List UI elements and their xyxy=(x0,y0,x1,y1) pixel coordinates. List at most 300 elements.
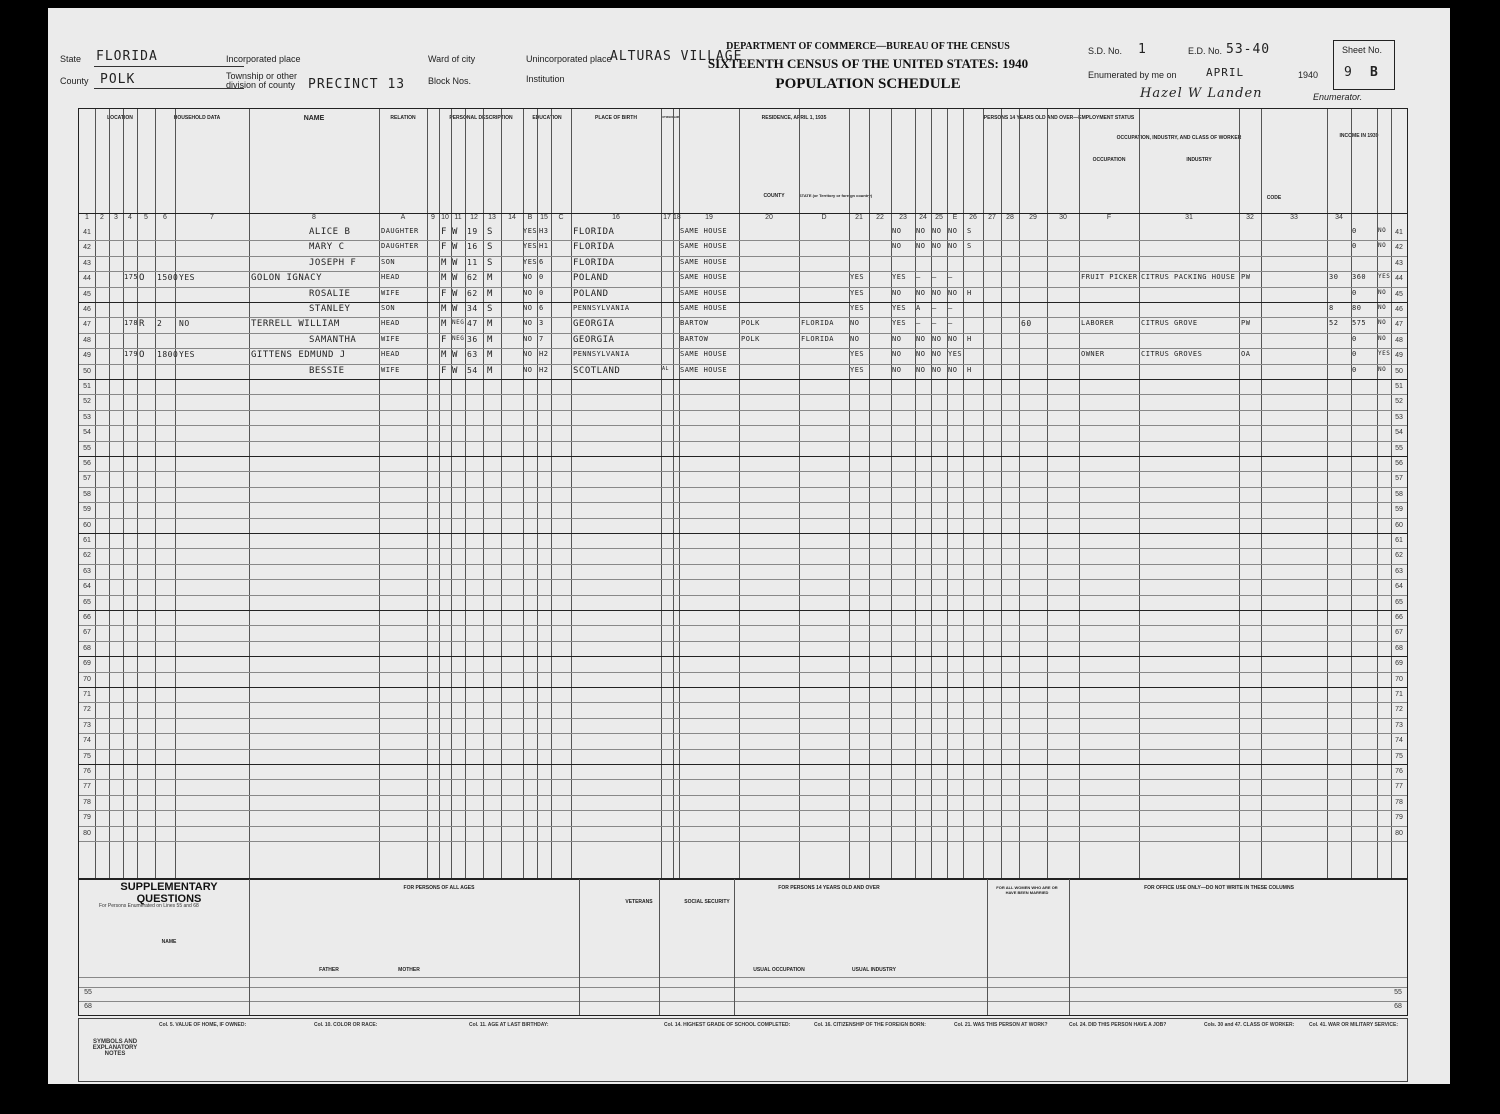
column-number: 13 xyxy=(488,214,496,221)
line-number: 72 xyxy=(83,706,91,714)
column-number: 7 xyxy=(210,214,214,221)
line-number-right: 77 xyxy=(1395,783,1403,791)
cell-age: 11 xyxy=(467,257,478,267)
row-line xyxy=(79,441,1407,442)
cell-other-income: NO xyxy=(1378,304,1387,311)
cell-col23: — xyxy=(932,273,937,282)
row-line xyxy=(79,240,1407,241)
cell-residence: SAME HOUSE xyxy=(680,227,728,235)
cell-residence: SAME HOUSE xyxy=(680,288,728,297)
note-at-work: Col. 21. WAS THIS PERSON AT WORK? xyxy=(954,1022,1048,1028)
line-number-right: 58 xyxy=(1395,490,1403,498)
line-number-right: 59 xyxy=(1395,506,1403,514)
cell-wages: 360 xyxy=(1352,273,1367,282)
cell-relation: DAUGHTER xyxy=(381,242,419,251)
cell-wages: 0 xyxy=(1352,334,1357,343)
note-military: Col. 41. WAR OR MILITARY SERVICE: xyxy=(1309,1022,1398,1028)
column-number: 27 xyxy=(988,214,996,221)
cell-farm: YES xyxy=(179,350,195,360)
cell-col24: YES xyxy=(948,350,963,359)
line-number-right: 78 xyxy=(1395,798,1403,806)
enumerated-label: Enumerated by me on xyxy=(1088,70,1177,80)
cell-race: W xyxy=(452,304,458,314)
cell-col21: YES xyxy=(892,273,907,282)
row-line xyxy=(79,456,1407,457)
line-number: 77 xyxy=(83,783,91,791)
cell-residence: SAME HOUSE xyxy=(680,304,728,312)
cell-owned-rented: R xyxy=(139,319,145,330)
line-number-right: 41 xyxy=(1395,229,1403,236)
cell-age: 62 xyxy=(467,288,478,298)
line-number-right: 49 xyxy=(1395,352,1403,360)
cell-res-farm: YES xyxy=(850,273,865,282)
line-number: 75 xyxy=(83,752,91,760)
line-number-right: 68 xyxy=(1395,644,1403,652)
cell-res-farm: YES xyxy=(850,350,865,359)
col-state: STATE (or Territory or foreign country) xyxy=(799,193,873,198)
cell-marital: M xyxy=(487,319,493,330)
supplementary-section xyxy=(78,878,1408,1016)
cell-birthplace: SCOTLAND xyxy=(573,365,621,376)
cell-class: OA xyxy=(1241,350,1251,359)
column-number: 20 xyxy=(765,214,773,221)
state-label: State xyxy=(60,54,82,64)
cell-col23: NO xyxy=(932,242,942,251)
ward-label: Ward of city xyxy=(428,54,476,64)
cell-birthplace: FLORIDA xyxy=(573,227,615,237)
line-number: 55 xyxy=(83,444,91,452)
cell-residence: BARTOW xyxy=(680,334,709,343)
line-number-right: 72 xyxy=(1395,706,1403,714)
county-label: County xyxy=(60,76,89,86)
line-number-right: 54 xyxy=(1395,429,1403,437)
column-number: C xyxy=(558,214,564,221)
cell-col25: H xyxy=(967,365,972,374)
supp-rule-1 xyxy=(79,977,1407,978)
line-number: 48 xyxy=(83,336,91,344)
col-county: COUNTY xyxy=(763,193,785,199)
column-number: 22 xyxy=(876,214,884,221)
col-industry: INDUSTRY xyxy=(1186,157,1212,163)
row-line xyxy=(79,317,1407,318)
row-line xyxy=(79,672,1407,673)
line-number-right: 62 xyxy=(1395,552,1403,560)
line-number: 65 xyxy=(83,598,91,606)
line-number-right: 74 xyxy=(1395,737,1403,745)
cell-res-farm: NO xyxy=(850,319,860,328)
line-number-right: 56 xyxy=(1395,460,1403,467)
cell-sex: M xyxy=(441,257,447,268)
line-number: 67 xyxy=(83,629,91,637)
line-number: 68 xyxy=(83,644,91,652)
line-number: 61 xyxy=(83,537,91,544)
column-number: 29 xyxy=(1029,214,1037,221)
ed-label: E.D. No. xyxy=(1188,46,1223,56)
line-number: 45 xyxy=(83,290,91,298)
supp-vline-6 xyxy=(1069,879,1070,1015)
line-number: 53 xyxy=(83,413,91,421)
cell-home-value: 1800 xyxy=(157,350,179,360)
cell-wages: 0 xyxy=(1352,365,1357,374)
cell-relation: HEAD xyxy=(381,273,400,282)
supp-vline-4 xyxy=(734,879,735,1015)
cell-residence: SAME HOUSE xyxy=(680,242,728,251)
cell-col23: NO xyxy=(932,334,942,343)
section-household: HOUSEHOLD DATA xyxy=(173,115,221,121)
row-line xyxy=(79,518,1407,519)
row-line xyxy=(79,841,1407,842)
cell-grade: H2 xyxy=(539,350,549,359)
line-number-right: 76 xyxy=(1395,768,1403,775)
cell-weeks: 60 xyxy=(1021,319,1032,329)
county-value: POLK xyxy=(100,72,136,87)
cell-birthplace: FLORIDA xyxy=(573,257,615,268)
cell-name: TERRELL WILLIAM xyxy=(251,319,340,330)
cell-age: 16 xyxy=(467,242,478,252)
cell-other-income: YES xyxy=(1378,350,1391,358)
cell-occupation: OWNER xyxy=(1081,350,1105,359)
column-number: 32 xyxy=(1246,214,1254,221)
row-line xyxy=(79,533,1407,534)
cell-sex: F xyxy=(441,242,447,253)
cell-col22: NO xyxy=(916,288,926,297)
cell-col22: NO xyxy=(916,334,926,343)
row-line xyxy=(79,287,1407,288)
schedule-title: POPULATION SCHEDULE xyxy=(775,76,961,92)
cell-school: YES xyxy=(523,227,538,235)
population-schedule-grid xyxy=(78,108,1408,880)
cell-relation: SON xyxy=(381,257,396,266)
section-personal: PERSONAL DESCRIPTION xyxy=(449,115,513,121)
line-number-right: 61 xyxy=(1395,537,1403,544)
row-line xyxy=(79,826,1407,827)
line-number-right: 55 xyxy=(1395,444,1403,452)
sheet-side: B xyxy=(1370,65,1379,80)
line-number-right: 80 xyxy=(1395,829,1403,837)
cell-wages: 80 xyxy=(1352,304,1362,312)
cell-col21: YES xyxy=(892,319,907,328)
cell-residence: SAME HOUSE xyxy=(680,273,728,282)
cell-race: W xyxy=(452,227,458,237)
cell-relation: SON xyxy=(381,304,396,312)
cell-industry: CITRUS GROVE xyxy=(1141,319,1198,328)
cell-other-income: NO xyxy=(1378,365,1387,373)
supp-women: FOR ALL WOMEN WHO ARE OR HAVE BEEN MARRIED xyxy=(996,885,1058,895)
cell-school: NO xyxy=(523,365,533,374)
row-line xyxy=(79,656,1407,657)
row-line xyxy=(79,764,1407,765)
supp-rule-3 xyxy=(79,1001,1407,1002)
row-line xyxy=(79,364,1407,365)
line-number-right: 66 xyxy=(1395,614,1403,621)
row-line xyxy=(79,641,1407,642)
row-line xyxy=(79,302,1407,303)
cell-marital: S xyxy=(487,227,493,237)
cell-col24: NO xyxy=(948,334,958,343)
note-age: Col. 11. AGE AT LAST BIRTHDAY: xyxy=(469,1022,549,1028)
line-number: 50 xyxy=(83,367,91,375)
line-number: 43 xyxy=(83,259,91,267)
supp-line-68-right: 68 xyxy=(1394,1003,1402,1010)
year: 1940 xyxy=(1298,70,1319,80)
cell-residence: SAME HOUSE xyxy=(680,365,728,374)
supp-all-ages: FOR PERSONS OF ALL AGES xyxy=(403,885,475,891)
cell-relation: WIFE xyxy=(381,365,400,374)
line-number-right: 73 xyxy=(1395,721,1403,729)
state-underline xyxy=(94,66,244,67)
cell-age: 62 xyxy=(467,273,478,283)
cell-other-income: NO xyxy=(1378,288,1387,296)
cell-citizenship: AL xyxy=(662,365,670,372)
line-number-right: 69 xyxy=(1395,660,1403,668)
cell-residence: SAME HOUSE xyxy=(680,350,728,359)
cell-class: PW xyxy=(1241,319,1251,328)
cell-birthplace: PENNSYLVANIA xyxy=(573,350,630,359)
cell-res-county: POLK xyxy=(741,319,760,328)
supplementary-title: SUPPLEMENTARY QUESTIONS xyxy=(120,881,218,905)
cell-race: W xyxy=(452,273,458,284)
note-job: Col. 24. DID THIS PERSON HAVE A JOB? xyxy=(1069,1022,1167,1028)
column-number: 19 xyxy=(705,214,713,221)
row-line xyxy=(79,256,1407,257)
cell-col21: NO xyxy=(892,350,902,359)
cell-relation: WIFE xyxy=(381,334,400,343)
cell-col22: — xyxy=(916,273,921,282)
supp-father: FATHER xyxy=(319,967,339,973)
cell-birthplace: POLAND xyxy=(573,288,609,299)
cell-school: NO xyxy=(523,350,533,359)
cell-col24: NO xyxy=(948,242,958,251)
cell-other-income: NO xyxy=(1378,242,1387,250)
line-number-right: 51 xyxy=(1395,383,1403,390)
column-number: 16 xyxy=(612,214,620,221)
cell-school: YES xyxy=(523,242,538,251)
cell-grade: 0 xyxy=(539,273,544,282)
cell-age: 54 xyxy=(467,365,478,375)
line-number: 41 xyxy=(83,229,91,236)
supp-name-col: NAME xyxy=(161,939,177,945)
row-line xyxy=(79,718,1407,719)
cell-sex: M xyxy=(441,319,447,330)
cell-col21: NO xyxy=(892,227,902,235)
section-location: LOCATION xyxy=(107,115,133,121)
cell-grade: 7 xyxy=(539,334,544,343)
line-number: 66 xyxy=(83,614,91,621)
cell-col22: NO xyxy=(916,365,926,374)
cell-relation: HEAD xyxy=(381,319,400,328)
census-sheet xyxy=(48,8,1450,1084)
cell-grade: H3 xyxy=(539,227,549,235)
row-line xyxy=(79,595,1407,596)
line-number: 49 xyxy=(83,352,91,360)
column-number: 31 xyxy=(1185,214,1193,221)
line-number: 47 xyxy=(83,321,91,329)
supp-usual-occ: USUAL OCCUPATION xyxy=(753,967,805,973)
line-number-right: 46 xyxy=(1395,306,1403,313)
column-number: D xyxy=(821,214,827,221)
cell-other-income: YES xyxy=(1378,273,1391,281)
line-number-right: 79 xyxy=(1395,814,1403,822)
supp-vline-5 xyxy=(987,879,988,1015)
supp-veterans: VETERANS xyxy=(625,899,653,905)
cell-sex: F xyxy=(441,227,447,237)
explanatory-notes xyxy=(78,1018,1408,1082)
supp-office: FOR OFFICE USE ONLY—DO NOT WRITE IN THESE COLUMNS xyxy=(1144,885,1294,891)
cell-age: 47 xyxy=(467,319,478,329)
row-line xyxy=(79,271,1407,272)
census-title: SIXTEENTH CENSUS OF THE UNITED STATES: 1940 xyxy=(707,56,1029,71)
cell-school: YES xyxy=(523,257,538,266)
cell-school: NO xyxy=(523,319,533,328)
cell-col24: — xyxy=(948,319,953,328)
block-label: Block Nos. xyxy=(428,76,472,86)
cell-farm: NO xyxy=(179,319,190,329)
supp-line-55-right: 55 xyxy=(1394,989,1402,996)
cell-col22: NO xyxy=(916,227,926,235)
row-line xyxy=(79,487,1407,488)
cell-relation: DAUGHTER xyxy=(381,227,419,235)
cell-col24: — xyxy=(948,304,953,312)
supp-over14: FOR PERSONS 14 YEARS OLD AND OVER xyxy=(778,885,880,891)
cell-grade: 0 xyxy=(539,288,544,297)
cell-residence: BARTOW xyxy=(680,319,709,328)
line-number-right: 48 xyxy=(1395,336,1403,344)
cell-race: NEG xyxy=(452,319,465,327)
line-number: 78 xyxy=(83,798,91,806)
line-number: 70 xyxy=(83,675,91,683)
row-line xyxy=(79,779,1407,780)
cell-weeks-worked: 52 xyxy=(1329,319,1339,328)
cell-household-number: 179 xyxy=(124,350,139,359)
cell-name: GOLON IGNACY xyxy=(251,273,323,284)
column-number: 2 xyxy=(100,214,104,221)
cell-other-income: NO xyxy=(1378,227,1387,234)
column-number: 21 xyxy=(855,214,863,221)
cell-sex: F xyxy=(441,365,447,376)
cell-col22: NO xyxy=(916,350,926,359)
column-number: E xyxy=(952,214,958,221)
cell-birthplace: FLORIDA xyxy=(573,242,615,253)
cell-col24: NO xyxy=(948,365,958,374)
cell-sex: F xyxy=(441,334,447,345)
line-number: 73 xyxy=(83,721,91,729)
supp-vline-3 xyxy=(659,879,660,1015)
institution-label: Institution xyxy=(526,74,565,84)
line-number: 51 xyxy=(83,383,91,390)
enumerator-label: Enumerator. xyxy=(1313,92,1363,102)
cell-col23: NO xyxy=(932,365,942,374)
line-number: 79 xyxy=(83,814,91,822)
column-number: 12 xyxy=(470,214,478,221)
row-line xyxy=(79,733,1407,734)
column-number: 18 xyxy=(673,214,681,221)
cell-school: NO xyxy=(523,304,533,312)
line-number: 52 xyxy=(83,398,91,406)
cell-other-income: NO xyxy=(1378,334,1387,342)
cell-marital: M xyxy=(487,365,493,376)
supplementary-subtitle: For Persons Enumerated on Lines 55 and 68 xyxy=(99,903,199,909)
cell-res-farm: YES xyxy=(850,304,865,312)
line-number: 62 xyxy=(83,552,91,560)
cell-sex: M xyxy=(441,350,447,361)
line-number: 46 xyxy=(83,306,91,313)
cell-school: NO xyxy=(523,334,533,343)
cell-name: SAMANTHA xyxy=(309,334,357,345)
cell-marital: M xyxy=(487,334,493,345)
row-line xyxy=(79,379,1407,380)
cell-col21: YES xyxy=(892,304,907,312)
cell-col23: NO xyxy=(932,288,942,297)
supp-rule-2 xyxy=(79,987,1407,988)
col-code: CODE xyxy=(1266,195,1282,201)
cell-wages: 0 xyxy=(1352,288,1357,297)
cell-class: PW xyxy=(1241,273,1251,282)
cell-household-number: 175 xyxy=(124,273,139,282)
line-number: 59 xyxy=(83,506,91,514)
column-number: F xyxy=(1106,214,1112,221)
cell-name: ALICE B xyxy=(309,227,351,237)
cell-marital: M xyxy=(487,273,493,284)
cell-name: JOSEPH F xyxy=(309,257,357,268)
cell-school: NO xyxy=(523,288,533,297)
column-number: A xyxy=(400,214,406,221)
supp-line-68: 68 xyxy=(84,1003,92,1010)
line-number: 44 xyxy=(83,275,91,283)
cell-col23: NO xyxy=(932,227,942,235)
column-number: 25 xyxy=(935,214,943,221)
cell-relation: WIFE xyxy=(381,288,400,297)
sheet-label: Sheet No. xyxy=(1342,45,1383,55)
row-line xyxy=(79,502,1407,503)
row-line xyxy=(79,333,1407,334)
note-citizenship: Col. 16. CITIZENSHIP OF THE FOREIGN BORN: xyxy=(814,1022,926,1028)
cell-sex: F xyxy=(441,288,447,299)
cell-grade: H2 xyxy=(539,365,549,374)
cell-marital: S xyxy=(487,242,493,253)
row-line xyxy=(79,625,1407,626)
line-number-right: 57 xyxy=(1395,475,1403,483)
line-number: 80 xyxy=(83,829,91,837)
cell-name: ROSALIE xyxy=(309,288,351,299)
column-number: 30 xyxy=(1059,214,1067,221)
supp-vline-2 xyxy=(579,879,580,1015)
line-number: 56 xyxy=(83,460,91,467)
cell-race: W xyxy=(452,257,458,268)
cell-col21: NO xyxy=(892,288,902,297)
cell-race: W xyxy=(452,350,458,361)
supp-usual-ind: USUAL INDUSTRY xyxy=(852,967,896,973)
cell-res-farm: NO xyxy=(850,334,860,343)
section-employment: PERSONS 14 YEARS OLD AND OVER—EMPLOYMENT STATUS xyxy=(983,115,1135,121)
cell-weeks-worked: 8 xyxy=(1329,304,1334,312)
cell-col21: NO xyxy=(892,365,902,374)
cell-name: BESSIE xyxy=(309,365,345,376)
cell-name: STANLEY xyxy=(309,304,351,314)
cell-col24: NO xyxy=(948,288,958,297)
incorporated-label: Incorporated place xyxy=(226,54,301,64)
cell-birthplace: POLAND xyxy=(573,273,609,284)
section-residence: RESIDENCE, APRIL 1, 1935 xyxy=(761,115,827,121)
enumerated-month: APRIL xyxy=(1206,66,1245,79)
line-number-right: 50 xyxy=(1395,367,1403,375)
column-number: 4 xyxy=(128,214,132,221)
cell-industry: CITRUS PACKING HOUSE xyxy=(1141,273,1236,282)
unincorporated-label: Unincorporated place xyxy=(526,54,612,64)
cell-col25: H xyxy=(967,288,972,297)
note-grade: Col. 14. HIGHEST GRADE OF SCHOOL COMPLETED: xyxy=(664,1022,791,1028)
line-number-right: 60 xyxy=(1395,521,1403,529)
township-value: PRECINCT 13 xyxy=(308,77,406,92)
